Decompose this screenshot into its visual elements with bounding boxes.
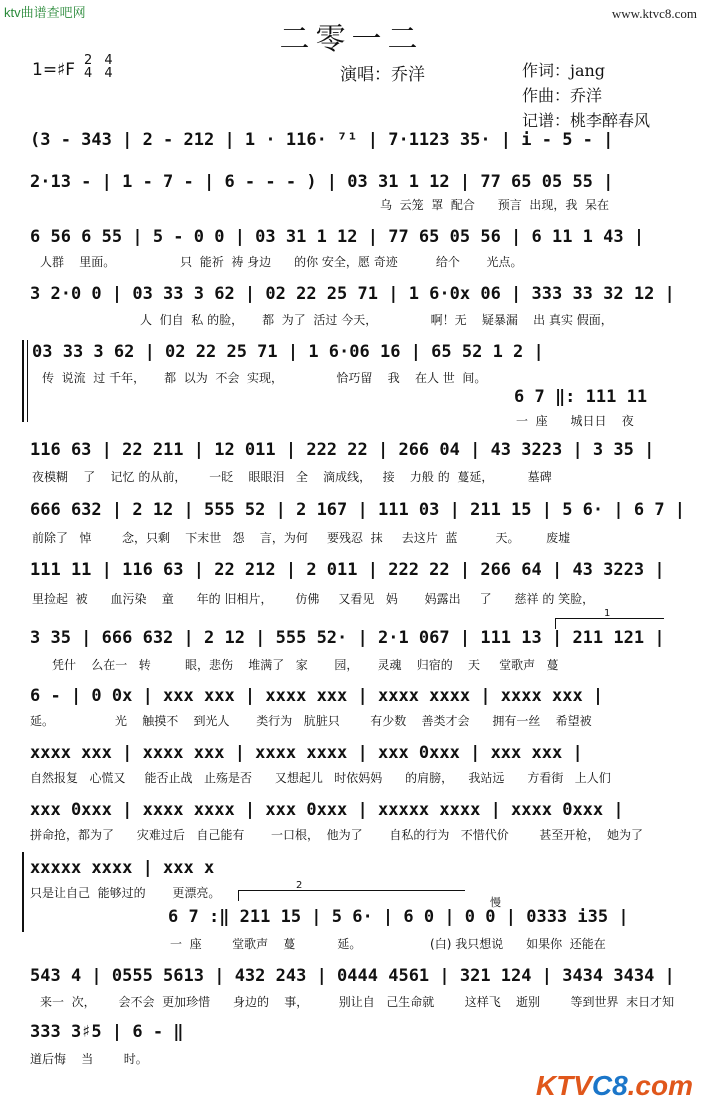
score-line-15-notes: 6 7 :‖ 211 15 | 5 6· | 6 0 | 0 0 | 0333 i35 | xyxy=(168,907,629,927)
repeat-bracket-left xyxy=(22,340,24,422)
composer-credit: 作曲：乔洋 xyxy=(522,86,603,105)
score-line-17-lyrics: 道后悔 当 时。 xyxy=(30,1052,148,1066)
tempo-mark: 慢 xyxy=(490,896,501,909)
score-line-11-lyrics: 延。 光 触摸不 到光人 类行为 肮脏只 有少数 善类才会 拥有一丝 希望被 xyxy=(30,714,592,728)
score-line-9-notes: 111 11 | 116 63 | 22 212 | 2 011 | 222 22 | 266 64 | 43 3223 | xyxy=(30,560,665,580)
credits-block xyxy=(522,58,650,133)
score-line-11-notes: 6 - | 0 0x | xxx xxx | xxxx xxx | xxxx xxxx | xxxx xxx | xyxy=(30,686,604,706)
score-line-5-lyrics: 传 说流 过 千年， 都 以为 不会 实现， 恰巧留 我 在人 世 间。 xyxy=(42,371,487,385)
score-line-6-lyrics: 一 座 城日日 夜 xyxy=(516,414,634,428)
score-line-8-lyrics: 前除了 悼 念，只剩 下末世 怨 言，为何 要残忍 抹 去这片 蓝 天。 废墟 xyxy=(32,531,571,545)
score-line-2-lyrics: 乌 云笼 罩 配合 预言 出现，我 呆在 xyxy=(380,198,610,212)
time-signature: 2 4 4 4 xyxy=(84,53,113,81)
score-line-10-notes: 3 35 | 666 632 | 2 12 | 555 52· | 2·1 067 | 111 13 | 211 121 | xyxy=(30,628,665,648)
score-line-12-notes: xxxx xxx | xxxx xxx | xxxx xxxx | xxx 0xxx | xxx xxx | xyxy=(30,743,583,763)
score-line-15-lyrics: 一 座 堂歌声 蔓 延。 (白) 我只想说 如果你 还能在 xyxy=(170,937,606,951)
singer-credit: 演唱：乔洋 xyxy=(340,65,425,85)
score-line-17-notes: 333 3♯5 | 6 - ‖ xyxy=(30,1022,184,1042)
site-watermark-top-right: www.ktvc8.com xyxy=(611,6,697,21)
score-line-7-notes: 116 63 | 22 211 | 12 011 | 222 22 | 266 04 | 43 3223 | 3 35 | xyxy=(30,440,655,460)
repeat-bracket-left-2 xyxy=(22,852,24,932)
score-line-16-notes: 543 4 | 0555 5613 | 432 243 | 0444 4561 | 321 124 | 3434 3434 | xyxy=(30,966,675,986)
repeat-bracket-left-inner xyxy=(27,340,28,422)
volta-1-number: 1 xyxy=(604,608,611,619)
score-line-2-notes: 2·13 - | 1 - 7 - | 6 - - - ) | 03 31 1 12 | 77 65 05 55 | xyxy=(30,172,614,192)
score-line-1-notes: (3 - 343 | 2 - 212 | 1 · 116· ⁷¹ | 7·1123 35· | i - 5 - | xyxy=(30,130,614,150)
song-title: 二零一二 xyxy=(279,22,424,57)
score-line-14-lyrics: 只是让自己 能够过的 更漂亮。 xyxy=(30,886,221,900)
score-line-9-lyrics: 里捡起 被 血污染 童 年的 旧相片， 仿佛 又看见 妈 妈露出 了 慈祥 的 笑脸， xyxy=(32,592,595,606)
score-line-3-lyrics: 人群 里面。 只 能祈 祷 身边 的你 安全，愿 奇迹 给个 光点。 xyxy=(40,255,523,269)
site-watermark-top-left: ktv曲谱查吧网 xyxy=(4,5,86,20)
score-line-6-notes: 6 7 ‖: 111 11 xyxy=(514,387,648,407)
score-line-10-lyrics: 凭什 么在一 转 眼，悲伤 堆满了 家 园， 灵魂 归宿的 天 堂歌声 蔓 xyxy=(52,658,559,672)
lyricist-credit: 作词：jang xyxy=(522,61,606,80)
score-line-4-notes: 3 2·0 0 | 03 33 3 62 | 02 22 25 71 | 1 6·0x 06 | 333 33 32 12 | xyxy=(30,284,675,304)
score-line-7-lyrics: 夜模糊 了 记忆 的从前， 一眨 眼眼泪 全 滴成线， 接 力般 的 蔓延， 墓碑 xyxy=(32,470,552,484)
score-line-14-notes: xxxxx xxxx | xxx x xyxy=(30,858,215,878)
site-logo-watermark: KTVC8.com xyxy=(535,1070,693,1101)
score-line-16-lyrics: 来一 次， 会不会 更加珍惜 身边的 事， 别让自 己生命就 这样飞 逝别 等到世界 末日才知 xyxy=(40,995,675,1009)
volta-2-number: 2 xyxy=(296,880,303,891)
key-signature: 1=♯F xyxy=(32,60,76,80)
transcriber-credit: 记谱：桃李醉春风 xyxy=(522,111,651,130)
score-line-8-notes: 666 632 | 2 12 | 555 52 | 2 167 | 111 03 | 211 15 | 5 6· | 6 7 | xyxy=(30,500,686,520)
score-line-13-lyrics: 拼命抢，都为了 灾难过后 自己能有 一口根， 他为了 自私的行为 不惜代价 甚至开枪， 她为了 xyxy=(30,828,643,842)
score-line-3-notes: 6 56 6 55 | 5 - 0 0 | 03 31 1 12 | 77 65 05 56 | 6 11 1 43 | xyxy=(30,227,645,247)
score-line-12-lyrics: 自然报复 心慌又 能否止战 止殇是否 又想起儿 时依妈妈 的肩膀， 我站远 方看街 上人们 xyxy=(30,771,611,785)
score-line-5-notes: 03 33 3 62 | 02 22 25 71 | 1 6·06 16 | 65 52 1 2 | xyxy=(32,342,544,362)
volta-2-bracket xyxy=(238,890,465,901)
score-line-4-lyrics: 人 们自 私 的脸， 都 为了 活过 今天， 啊！无 疑暴漏 出 真实 假面， xyxy=(140,313,613,327)
score-line-13-notes: xxx 0xxx | xxxx xxxx | xxx 0xxx | xxxxx xxxx | xxxx 0xxx | xyxy=(30,800,624,820)
